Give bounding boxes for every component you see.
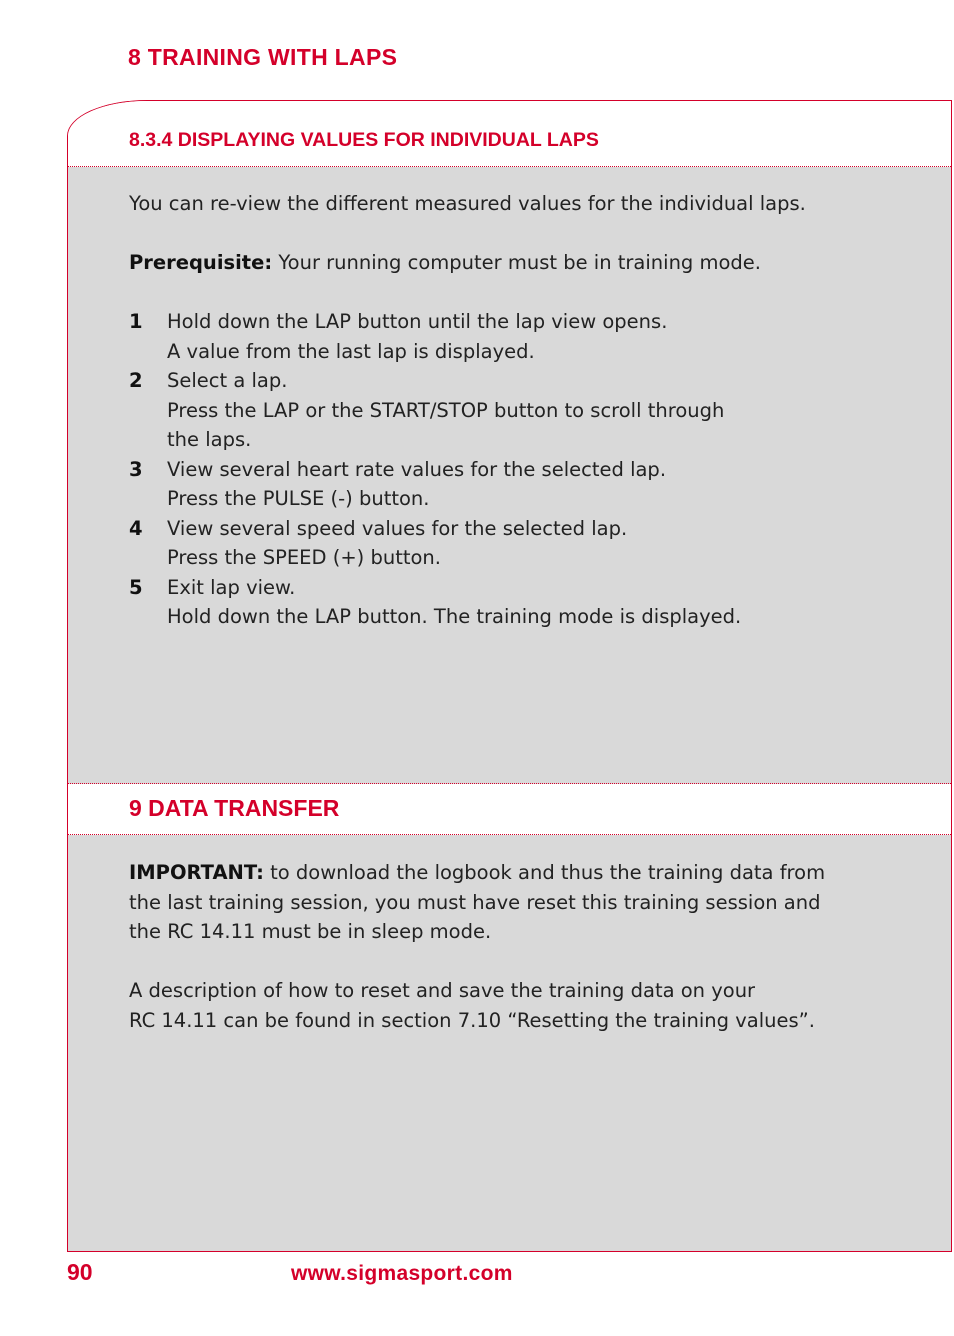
- step-line: Hold down the LAP button. The training mode is displayed.: [167, 605, 742, 628]
- list-item: [129, 307, 929, 366]
- page-number: 90: [67, 1259, 93, 1285]
- step-line: View several heart rate values for the selected lap.: [167, 457, 667, 481]
- step-line: the laps.: [167, 428, 252, 451]
- list-item: [129, 366, 929, 455]
- step-number: 4: [129, 516, 143, 540]
- prerequisite-text: Your running computer must be in training mode.: [272, 251, 762, 274]
- step-number: 2: [129, 369, 143, 392]
- important-line: the last training session, you must have reset this training session and: [129, 890, 821, 914]
- step-line: Press the LAP or the START/STOP button to scroll through: [167, 398, 725, 422]
- important-line: to download the logbook and thus the training data from: [263, 861, 826, 884]
- prerequisite-paragraph: [129, 248, 929, 278]
- important-label: IMPORTANT:: [129, 861, 264, 884]
- description-line: A description of how to reset and save the training data on your: [129, 979, 756, 1002]
- step-line: View several speed values for the selected lap.: [167, 516, 628, 540]
- description-line: RC 14.11 can be found in section 7.10 “Resetting the training values”.: [129, 1008, 815, 1032]
- list-item: [129, 455, 929, 514]
- list-item: [129, 573, 929, 632]
- step-number: 5: [129, 575, 143, 599]
- section-text: [129, 189, 929, 632]
- content-frame: [67, 100, 952, 1252]
- section-heading-band: [68, 101, 951, 167]
- intro-paragraph: You can re-view the different measured values for the individual laps.: [129, 192, 806, 215]
- section-heading-band: [68, 784, 951, 835]
- footer-url: www.sigmasport.com: [291, 1262, 513, 1285]
- important-line: the RC 14.11 must be in sleep mode.: [129, 920, 492, 943]
- step-line: Press the PULSE (-) button.: [167, 487, 430, 510]
- section-body: [68, 167, 951, 784]
- section-title: 8.3.4 DISPLAYING VALUES FOR INDIVIDUAL LAPS: [129, 129, 599, 151]
- step-line: A value from the last lap is displayed.: [167, 339, 535, 363]
- step-line: Exit lap view.: [167, 575, 296, 599]
- step-number: 3: [129, 457, 143, 481]
- chapter-title: 8 TRAINING WITH LAPS: [128, 44, 398, 70]
- steps-list: [129, 307, 929, 632]
- step-number: 1: [129, 310, 143, 333]
- section-title: 9 DATA TRANSFER: [129, 795, 340, 821]
- section-text: [129, 858, 939, 1035]
- section-body: [68, 835, 951, 1251]
- important-paragraph: [129, 858, 939, 888]
- list-item: [129, 514, 929, 573]
- step-line: Press the SPEED (+) button.: [167, 546, 441, 569]
- prerequisite-label: Prerequisite:: [129, 251, 273, 274]
- step-line: Hold down the LAP button until the lap view opens.: [167, 310, 668, 333]
- step-line: Select a lap.: [167, 369, 288, 392]
